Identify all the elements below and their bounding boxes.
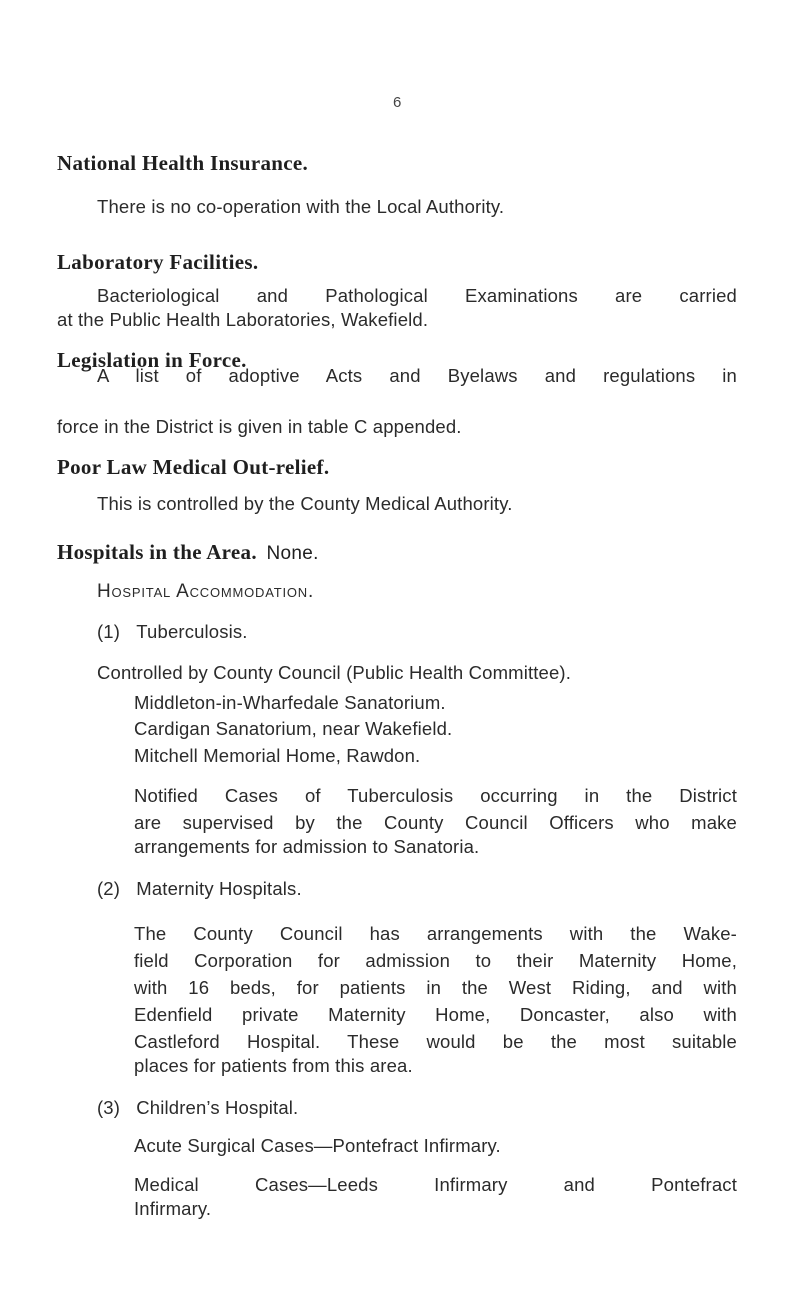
laboratory-line-1: Bacteriological and Pathological Examinations are carried [97,285,737,306]
tuberculosis-notified-line: are supervised by the County Council Officers who make [134,812,737,833]
tuberculosis-title: Tuberculosis. [136,621,248,642]
national-health-text: There is no co-operation with the Local Authority. [97,196,505,217]
maternity-line: field Corporation for admission to their Maternity Home, [134,950,737,971]
hospital-accommodation-title: Hospital Accommodation. [97,581,315,602]
children-number: (3) [97,1097,121,1118]
institution-item: Cardigan Sanatorium, near Wakefield. [134,718,453,739]
tuberculosis-notified-line: arrangements for admission to Sanatoria. [134,836,480,857]
maternity-line: The County Council has arrangements with the Wake- [134,923,737,944]
children-medical-line: Medical Cases—Leeds Infirmary and Pontefract [134,1174,737,1195]
legislation-line-2: force in the District is given in table C appended. [57,416,462,437]
hospitals-heading-value: None. [266,543,319,564]
maternity-title: Maternity Hospitals. [136,878,302,899]
tuberculosis-controlled-by: Controlled by County Council (Public Health Committee). [97,662,572,683]
children-medical-line: Infirmary. [134,1198,212,1219]
heading-legislation-in-force: Legislation in Force. [57,348,247,372]
children-title: Children’s Hospital. [136,1097,299,1118]
heading-poor-law-medical-out-relief: Poor Law Medical Out-relief. [57,455,330,479]
heading-national-health-insurance: National Health Insurance. [57,151,309,175]
children-item [97,1097,298,1119]
hospitals-heading-label: Hospitals in the Area. [57,540,257,564]
maternity-line: places for patients from this area. [134,1055,413,1076]
heading-laboratory-facilities: Laboratory Facilities. [57,250,259,274]
maternity-line: Edenfield private Maternity Home, Doncaster, also with [134,1004,737,1025]
children-acute-cases: Acute Surgical Cases—Pontefract Infirmary. [134,1135,501,1156]
institution-item: Middleton-in-Wharfedale Sanatorium. [134,692,446,713]
maternity-number: (2) [97,878,121,899]
laboratory-line-2: at the Public Health Laboratories, Wakefield. [57,309,429,330]
maternity-item [97,878,302,900]
maternity-line: Castleford Hospital. These would be the most suitable [134,1031,737,1052]
institution-item: Mitchell Memorial Home, Rawdon. [134,745,421,766]
heading-hospitals-in-the-area [57,540,319,565]
tuberculosis-item [97,621,248,643]
page-number: 6 [393,94,402,111]
tuberculosis-number: (1) [97,621,121,642]
legislation-line-1: A list of adoptive Acts and Byelaws and regulations in [97,365,737,386]
tuberculosis-notified-line: Notified Cases of Tuberculosis occurring in the District [134,785,737,806]
maternity-line: with 16 beds, for patients in the West Riding, and with [134,977,737,998]
poor-law-text: This is controlled by the County Medical Authority. [97,493,513,514]
